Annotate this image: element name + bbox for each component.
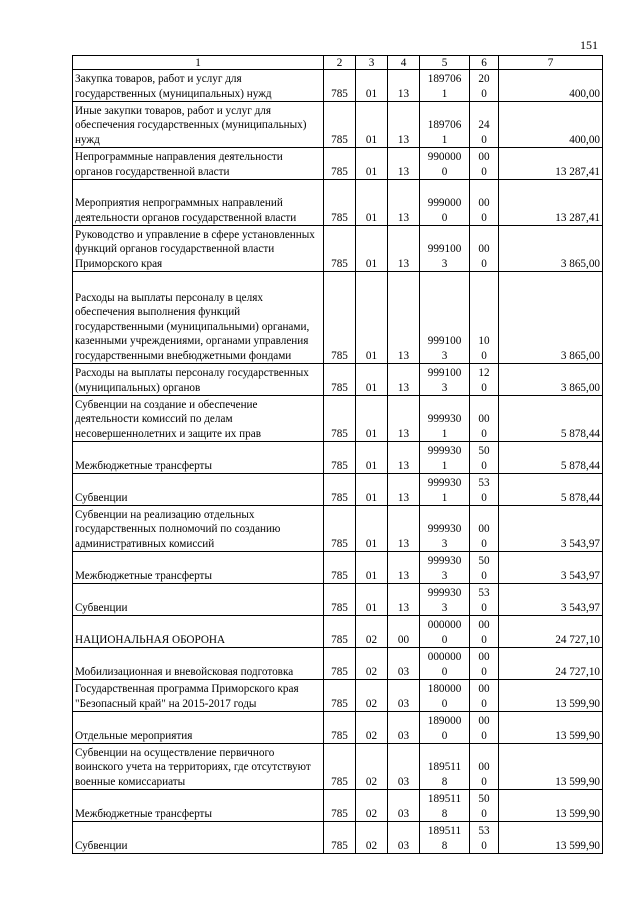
table-row xyxy=(73,552,603,584)
row-amount: 5 878,44 xyxy=(499,442,603,474)
row-code-section: 01 xyxy=(356,272,388,364)
row-code-section: 01 xyxy=(356,364,388,396)
row-code-ministry: 785 xyxy=(324,272,356,364)
row-code-section: 02 xyxy=(356,790,388,822)
row-code-target: 189511 8 xyxy=(420,790,470,822)
row-code-subsection: 03 xyxy=(388,648,420,680)
row-code-ministry: 785 xyxy=(324,180,356,226)
row-code-subsection: 13 xyxy=(388,70,420,102)
row-code-target: 999100 3 xyxy=(420,364,470,396)
table-row xyxy=(73,584,603,616)
row-name: Руководство и управление в сфере установленных функций органов государственной власти Приморского края xyxy=(73,226,324,272)
row-code-section: 02 xyxy=(356,822,388,854)
row-code-target: 189511 8 xyxy=(420,744,470,790)
page-number: 151 xyxy=(580,38,598,52)
row-code-subsection: 13 xyxy=(388,226,420,272)
table-row xyxy=(73,680,603,712)
row-amount: 13 599,90 xyxy=(499,680,603,712)
table-row xyxy=(73,70,603,102)
row-code-subsection: 03 xyxy=(388,790,420,822)
row-code-ministry: 785 xyxy=(324,70,356,102)
row-code-subsection: 13 xyxy=(388,148,420,180)
row-code-target: 189706 1 xyxy=(420,102,470,148)
header-col-2: 2 xyxy=(324,56,356,70)
row-code-section: 02 xyxy=(356,712,388,744)
row-code-section: 02 xyxy=(356,616,388,648)
row-code-target: 000000 0 xyxy=(420,648,470,680)
table-row xyxy=(73,712,603,744)
row-amount: 13 599,90 xyxy=(499,790,603,822)
row-code-target: 189511 8 xyxy=(420,822,470,854)
row-amount: 13 287,41 xyxy=(499,180,603,226)
row-code-subsection: 13 xyxy=(388,474,420,506)
row-code-target: 999930 3 xyxy=(420,584,470,616)
row-amount: 3 865,00 xyxy=(499,364,603,396)
row-amount: 13 599,90 xyxy=(499,822,603,854)
row-name: Субвенции xyxy=(73,584,324,616)
row-code-target: 999100 3 xyxy=(420,272,470,364)
row-code-target: 180000 0 xyxy=(420,680,470,712)
row-code-subsection: 13 xyxy=(388,180,420,226)
row-code-ministry: 785 xyxy=(324,396,356,442)
row-code-ministry: 785 xyxy=(324,712,356,744)
row-code-expense-type: 50 0 xyxy=(470,552,499,584)
row-amount: 3 543,97 xyxy=(499,584,603,616)
row-code-target: 999930 1 xyxy=(420,474,470,506)
row-name: Закупка товаров, работ и услуг для государственных (муниципальных) нужд xyxy=(73,70,324,102)
table-row xyxy=(73,616,603,648)
table-row xyxy=(73,148,603,180)
header-col-4: 4 xyxy=(388,56,420,70)
row-code-expense-type: 00 0 xyxy=(470,180,499,226)
row-name: Расходы на выплаты персоналу государственных (муниципальных) органов xyxy=(73,364,324,396)
row-code-expense-type: 00 0 xyxy=(470,680,499,712)
row-amount: 400,00 xyxy=(499,102,603,148)
row-code-subsection: 03 xyxy=(388,822,420,854)
row-code-subsection: 00 xyxy=(388,616,420,648)
header-col-3: 3 xyxy=(356,56,388,70)
header-col-7: 7 xyxy=(499,56,603,70)
row-code-target: 189706 1 xyxy=(420,70,470,102)
row-code-expense-type: 12 0 xyxy=(470,364,499,396)
row-code-expense-type: 00 0 xyxy=(470,744,499,790)
table-row xyxy=(73,364,603,396)
row-code-ministry: 785 xyxy=(324,102,356,148)
table-row xyxy=(73,474,603,506)
row-name: Непрограммные направления деятельности органов государственной власти xyxy=(73,148,324,180)
row-code-target: 999100 3 xyxy=(420,226,470,272)
budget-table xyxy=(72,55,603,854)
row-amount: 5 878,44 xyxy=(499,474,603,506)
row-code-ministry: 785 xyxy=(324,744,356,790)
row-amount: 3 865,00 xyxy=(499,226,603,272)
row-amount: 24 727,10 xyxy=(499,616,603,648)
row-code-expense-type: 50 0 xyxy=(470,790,499,822)
row-code-ministry: 785 xyxy=(324,148,356,180)
row-code-section: 01 xyxy=(356,442,388,474)
table-row xyxy=(73,442,603,474)
row-code-target: 999930 3 xyxy=(420,552,470,584)
row-code-expense-type: 24 0 xyxy=(470,102,499,148)
row-code-expense-type: 53 0 xyxy=(470,584,499,616)
row-code-subsection: 13 xyxy=(388,506,420,552)
header-col-5: 5 xyxy=(420,56,470,70)
row-name: Иные закупки товаров, работ и услуг для обеспечения государственных (муниципальных) нужд xyxy=(73,102,324,148)
row-name: НАЦИОНАЛЬНАЯ ОБОРОНА xyxy=(73,616,324,648)
table-row xyxy=(73,180,603,226)
table-row xyxy=(73,744,603,790)
row-amount: 13 287,41 xyxy=(499,148,603,180)
row-code-target: 999930 3 xyxy=(420,506,470,552)
row-amount: 13 599,90 xyxy=(499,744,603,790)
row-code-section: 01 xyxy=(356,226,388,272)
row-code-expense-type: 20 0 xyxy=(470,70,499,102)
row-code-subsection: 03 xyxy=(388,744,420,790)
row-name: Субвенции на осуществление первичного воинского учета на территориях, где отсутствуют военные комиссариаты xyxy=(73,744,324,790)
row-code-section: 01 xyxy=(356,552,388,584)
row-code-target: 990000 0 xyxy=(420,148,470,180)
header-col-1: 1 xyxy=(73,56,324,70)
row-code-subsection: 13 xyxy=(388,552,420,584)
row-code-subsection: 13 xyxy=(388,272,420,364)
row-code-ministry: 785 xyxy=(324,552,356,584)
row-code-expense-type: 53 0 xyxy=(470,822,499,854)
row-name: Субвенции на создание и обеспечение деятельности комиссий по делам несовершеннолетних и защите их прав xyxy=(73,396,324,442)
row-code-section: 01 xyxy=(356,102,388,148)
row-code-ministry: 785 xyxy=(324,226,356,272)
row-name: Мероприятия непрограммных направлений деятельности органов государственной власти xyxy=(73,180,324,226)
table-row xyxy=(73,648,603,680)
row-name: Субвенции на реализацию отдельных государственных полномочий по созданию административных комиссий xyxy=(73,506,324,552)
row-code-section: 01 xyxy=(356,584,388,616)
header-col-6: 6 xyxy=(470,56,499,70)
row-code-ministry: 785 xyxy=(324,474,356,506)
row-code-section: 01 xyxy=(356,506,388,552)
row-code-target: 999930 1 xyxy=(420,442,470,474)
table-row xyxy=(73,226,603,272)
row-name: Межбюджетные трансферты xyxy=(73,790,324,822)
row-code-expense-type: 50 0 xyxy=(470,442,499,474)
row-code-expense-type: 00 0 xyxy=(470,148,499,180)
row-code-ministry: 785 xyxy=(324,616,356,648)
row-code-section: 01 xyxy=(356,70,388,102)
row-code-target: 189000 0 xyxy=(420,712,470,744)
row-code-subsection: 13 xyxy=(388,102,420,148)
row-code-subsection: 03 xyxy=(388,680,420,712)
row-code-expense-type: 00 0 xyxy=(470,616,499,648)
row-code-expense-type: 53 0 xyxy=(470,474,499,506)
row-code-expense-type: 10 0 xyxy=(470,272,499,364)
row-amount: 13 599,90 xyxy=(499,712,603,744)
row-amount: 24 727,10 xyxy=(499,648,603,680)
row-code-subsection: 13 xyxy=(388,442,420,474)
row-name: Отдельные мероприятия xyxy=(73,712,324,744)
row-code-ministry: 785 xyxy=(324,822,356,854)
row-code-section: 01 xyxy=(356,180,388,226)
row-code-subsection: 13 xyxy=(388,364,420,396)
table-row xyxy=(73,102,603,148)
row-code-section: 02 xyxy=(356,680,388,712)
row-amount: 3 865,00 xyxy=(499,272,603,364)
row-code-section: 01 xyxy=(356,396,388,442)
table-row xyxy=(73,396,603,442)
row-code-section: 01 xyxy=(356,474,388,506)
row-amount: 3 543,97 xyxy=(499,552,603,584)
row-name: Субвенции xyxy=(73,822,324,854)
row-code-section: 01 xyxy=(356,148,388,180)
row-code-expense-type: 00 0 xyxy=(470,712,499,744)
row-name: Межбюджетные трансферты xyxy=(73,442,324,474)
row-amount: 5 878,44 xyxy=(499,396,603,442)
row-code-ministry: 785 xyxy=(324,442,356,474)
row-code-target: 999000 0 xyxy=(420,180,470,226)
row-code-expense-type: 00 0 xyxy=(470,226,499,272)
row-name: Государственная программа Приморского края "Безопасный край" на 2015-2017 годы xyxy=(73,680,324,712)
row-code-subsection: 13 xyxy=(388,396,420,442)
row-code-ministry: 785 xyxy=(324,680,356,712)
row-name: Субвенции xyxy=(73,474,324,506)
row-code-expense-type: 00 0 xyxy=(470,648,499,680)
row-code-target: 000000 0 xyxy=(420,616,470,648)
row-code-ministry: 785 xyxy=(324,648,356,680)
row-name: Мобилизационная и вневойсковая подготовка xyxy=(73,648,324,680)
table-row xyxy=(73,822,603,854)
header-row xyxy=(73,56,603,70)
row-code-ministry: 785 xyxy=(324,584,356,616)
row-name: Межбюджетные трансферты xyxy=(73,552,324,584)
row-name: Расходы на выплаты персоналу в целях обеспечения выполнения функций государственными (муниципальными) органами, казенными учреждениями, органами управления государственными внебюджетными фондами xyxy=(73,272,324,364)
table-row xyxy=(73,790,603,822)
row-code-ministry: 785 xyxy=(324,790,356,822)
row-amount: 400,00 xyxy=(499,70,603,102)
row-code-target: 999930 1 xyxy=(420,396,470,442)
table-row xyxy=(73,506,603,552)
row-code-ministry: 785 xyxy=(324,364,356,396)
row-code-expense-type: 00 0 xyxy=(470,396,499,442)
row-code-ministry: 785 xyxy=(324,506,356,552)
table-row xyxy=(73,272,603,364)
row-code-subsection: 13 xyxy=(388,584,420,616)
row-code-section: 02 xyxy=(356,744,388,790)
row-code-expense-type: 00 0 xyxy=(470,506,499,552)
row-code-section: 02 xyxy=(356,648,388,680)
row-code-subsection: 03 xyxy=(388,712,420,744)
row-amount: 3 543,97 xyxy=(499,506,603,552)
